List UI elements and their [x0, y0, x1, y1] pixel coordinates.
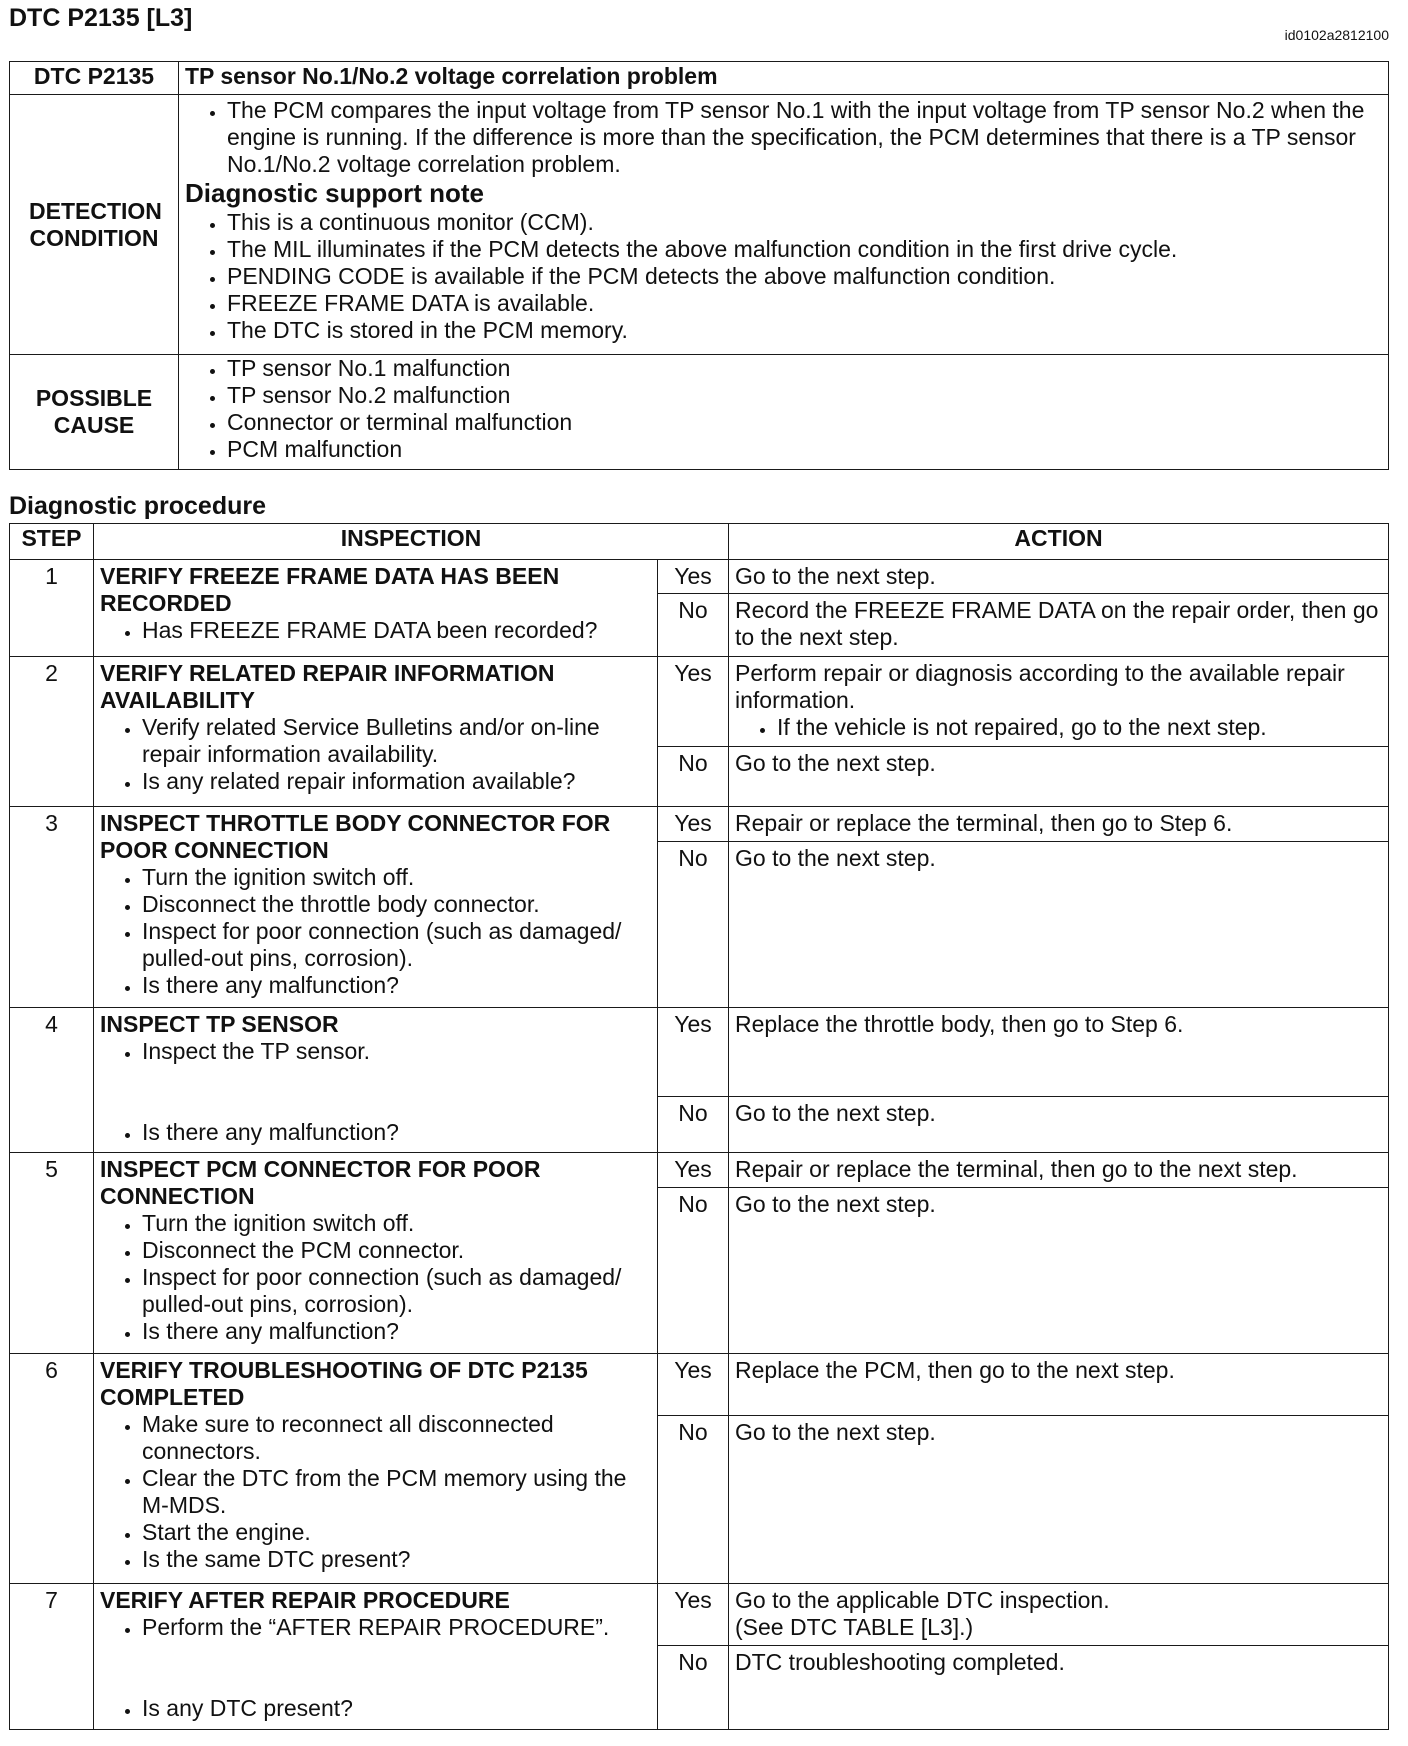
possible-cause-label-text: POSSIBLE CAUSE [35, 385, 153, 438]
inspection-cell [94, 657, 658, 807]
inspection-list [100, 617, 651, 644]
inspection-list [100, 714, 651, 795]
yes-label: Yes [658, 1153, 729, 1188]
procedure-step-row [10, 1584, 1389, 1646]
no-action: Go to the next step. [729, 842, 1389, 1008]
support-note-item: • The DTC is stored in the PCM memory. [227, 317, 1382, 344]
yes-action: Go to the applicable DTC inspection. [735, 1587, 1110, 1613]
inspection-title: VERIFY FREEZE FRAME DATA HAS BEEN RECORDED [100, 563, 560, 616]
procedure-step-row [10, 1008, 1389, 1097]
yes-label: Yes [658, 807, 729, 842]
page-title: DTC P2135 [L3] [9, 4, 193, 32]
support-note-item: • PENDING CODE is available if the PCM detects the above malfunction condition. [227, 263, 1382, 290]
no-action: DTC troubleshooting completed. [729, 1646, 1389, 1730]
inspection-item: • Is any related repair information available? [142, 768, 651, 795]
step-number: 7 [10, 1584, 94, 1730]
procedure-step-row [10, 1354, 1389, 1416]
yes-action: Repair or replace the terminal, then go to the next step. [729, 1153, 1389, 1188]
yes-action: Perform repair or diagnosis according to the available repair information. [735, 660, 1345, 713]
no-label: No [658, 1097, 729, 1153]
inspection-list [100, 1210, 651, 1345]
dtc-code-title: TP sensor No.1/No.2 voltage correlation problem [179, 62, 1389, 95]
diagnostic-procedure-table [9, 523, 1389, 1730]
inspection-list [100, 1614, 651, 1722]
action-column-header: ACTION [729, 524, 1389, 560]
inspection-item: • Turn the ignition switch off. [142, 1210, 651, 1237]
inspection-item: • Has FREEZE FRAME DATA been recorded? [142, 617, 651, 644]
procedure-header-row [10, 524, 1389, 560]
inspection-title: VERIFY AFTER REPAIR PROCEDURE [100, 1587, 510, 1613]
detection-list [185, 97, 1382, 178]
no-action: Record the FREEZE FRAME DATA on the repair order, then go to the next step. [729, 594, 1389, 657]
inspection-item: • Is the same DTC present? [142, 1546, 651, 1573]
support-note-item: • The MIL illuminates if the PCM detects the above malfunction condition in the first drive cycle. [227, 236, 1382, 263]
cause-item: • TP sensor No.2 malfunction [227, 382, 1382, 409]
possible-cause-row [10, 355, 1389, 470]
yes-action-reference: (See DTC TABLE [L3].) [735, 1614, 974, 1640]
no-label: No [658, 1646, 729, 1730]
yes-label: Yes [658, 1008, 729, 1097]
section-title: Diagnostic procedure [9, 492, 266, 520]
no-label: No [658, 1188, 729, 1354]
step-number: 5 [10, 1153, 94, 1354]
support-note-item: • FREEZE FRAME DATA is available. [227, 290, 1382, 317]
step-number: 3 [10, 807, 94, 1008]
inspection-list [100, 864, 651, 999]
support-note-title: Diagnostic support note [185, 178, 484, 208]
inspection-item: • Perform the “AFTER REPAIR PROCEDURE”. [142, 1614, 651, 1641]
procedure-step-row [10, 1153, 1389, 1188]
yes-action-cell [729, 657, 1389, 747]
inspection-item: • Inspect the TP sensor. [142, 1038, 651, 1065]
detection-condition-label-text: DETECTION CONDITION [29, 197, 162, 251]
support-note-item: • This is a continuous monitor (CCM). [227, 209, 1382, 236]
cause-item: • Connector or terminal malfunction [227, 409, 1382, 436]
no-action: Go to the next step. [729, 1097, 1389, 1153]
inspection-cell [94, 807, 658, 1008]
step-number: 1 [10, 560, 94, 657]
support-note-list [185, 209, 1382, 344]
procedure-step-row [10, 560, 1389, 594]
yes-action: Go to the next step. [729, 560, 1389, 594]
step-column-header: STEP [10, 524, 94, 560]
inspection-item: • Disconnect the throttle body connector. [142, 891, 651, 918]
cause-item: • TP sensor No.1 malfunction [227, 355, 1382, 382]
yes-label: Yes [658, 1354, 729, 1416]
no-label: No [658, 594, 729, 657]
inspection-list [100, 1411, 651, 1573]
inspection-title: INSPECT THROTTLE BODY CONNECTOR FOR POOR CONNECTION [100, 810, 611, 863]
no-action: Go to the next step. [729, 1416, 1389, 1584]
yes-action: Repair or replace the terminal, then go to Step 6. [729, 807, 1389, 842]
inspection-cell [94, 1008, 658, 1153]
inspection-title: VERIFY RELATED REPAIR INFORMATION AVAILABILITY [100, 660, 555, 713]
detection-condition-label [10, 95, 179, 355]
summary-header-row [10, 62, 1389, 95]
inspection-item: • Turn the ignition switch off. [142, 864, 651, 891]
yes-label: Yes [658, 1584, 729, 1646]
step-number: 2 [10, 657, 94, 807]
cause-item: • PCM malfunction [227, 436, 1382, 463]
inspection-item: • Is there any malfunction? [142, 1318, 651, 1345]
procedure-step-row [10, 657, 1389, 747]
document-id: id0102a2812100 [1284, 27, 1389, 43]
possible-cause-content [179, 355, 1389, 470]
inspection-column-header: INSPECTION [94, 524, 729, 560]
inspection-list [100, 1038, 651, 1146]
inspection-item: • Start the engine. [142, 1519, 651, 1546]
inspection-title: INSPECT TP SENSOR [100, 1011, 339, 1037]
yes-action-sublist [735, 714, 1382, 741]
inspection-item: • Inspect for poor connection (such as damaged/ pulled-out pins, corrosion). [142, 918, 651, 972]
no-label: No [658, 1416, 729, 1584]
yes-label: Yes [658, 560, 729, 594]
detection-item: • The PCM compares the input voltage from TP sensor No.1 with the input voltage from TP sensor No.2 when the engine is running. If the difference is more than the specification, the PCM determines that there is a TP sensor No.1/No.2 voltage correlation problem. [227, 97, 1382, 178]
yes-action: Replace the throttle body, then go to Step 6. [729, 1008, 1389, 1097]
yes-action-subitem: • If the vehicle is not repaired, go to the next step. [777, 714, 1382, 741]
step-number: 6 [10, 1354, 94, 1584]
yes-action: Replace the PCM, then go to the next step. [729, 1354, 1389, 1416]
no-action: Go to the next step. [729, 1188, 1389, 1354]
yes-label: Yes [658, 657, 729, 747]
no-label: No [658, 842, 729, 1008]
inspection-item: • Is there any malfunction? [142, 1119, 651, 1146]
inspection-item: • Inspect for poor connection (such as damaged/ pulled-out pins, corrosion). [142, 1264, 651, 1318]
dtc-code-label: DTC P2135 [10, 62, 179, 95]
cause-list [185, 355, 1382, 463]
detection-condition-row [10, 95, 1389, 355]
no-action: Go to the next step. [729, 747, 1389, 807]
inspection-item: • Disconnect the PCM connector. [142, 1237, 651, 1264]
no-label: No [658, 747, 729, 807]
inspection-cell [94, 560, 658, 657]
inspection-item: • Verify related Service Bulletins and/or on-line repair information availability. [142, 714, 651, 768]
inspection-cell [94, 1153, 658, 1354]
inspection-cell [94, 1354, 658, 1584]
inspection-title: INSPECT PCM CONNECTOR FOR POOR CONNECTION [100, 1156, 541, 1209]
inspection-cell [94, 1584, 658, 1730]
inspection-title: VERIFY TROUBLESHOOTING OF DTC P2135 COMPLETED [100, 1357, 588, 1410]
possible-cause-label [10, 355, 179, 470]
dtc-summary-table [9, 61, 1389, 470]
yes-action-cell [729, 1584, 1389, 1646]
inspection-item: • Make sure to reconnect all disconnected connectors. [142, 1411, 651, 1465]
detection-condition-content [179, 95, 1389, 355]
inspection-item: • Is there any malfunction? [142, 972, 651, 999]
inspection-item: • Is any DTC present? [142, 1695, 651, 1722]
procedure-step-row [10, 807, 1389, 842]
step-number: 4 [10, 1008, 94, 1153]
inspection-item: • Clear the DTC from the PCM memory using the M-MDS. [142, 1465, 651, 1519]
